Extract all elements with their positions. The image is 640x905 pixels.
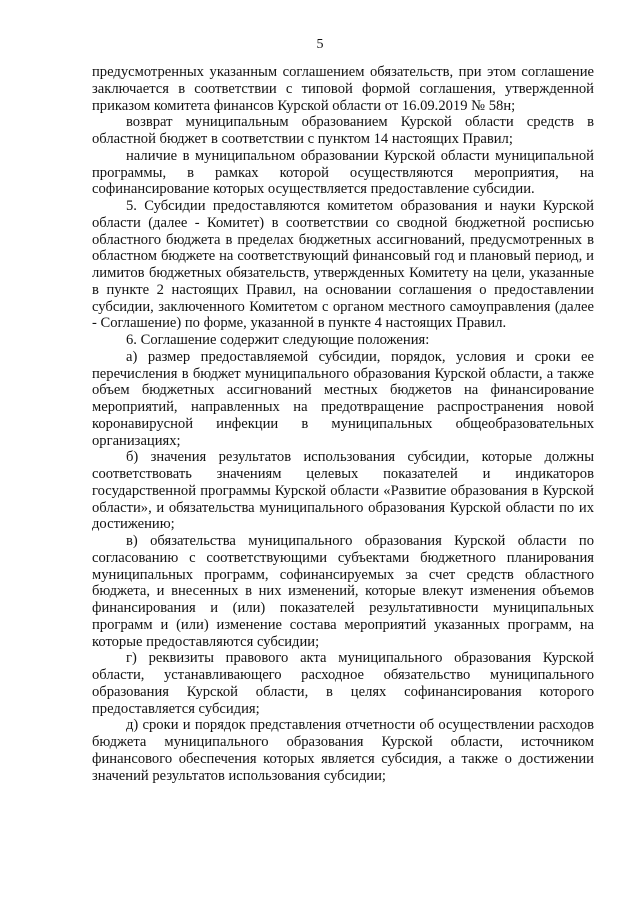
paragraph-item-b: б) значения результатов использования субсидии, которые должны соответствовать значениям целевых показателей и индикаторов государственной программы Курской области «Развитие образования в Курской области», и обязательства муниципального образования Курской области по их достижению; (92, 449, 594, 533)
paragraph-section-5: 5. Субсидии предоставляются комитетом образования и науки Курской области (далее - Комитет) в соответствии со сводной бюджетной росписью областного бюджета в пределах бюджетных ассигнований, предусмотренных в областном бюджете на соответствующий финансовый год и плановый период, и лимитов бюджетных обязательств, утвержденных Комитету на цели, указанные в пункте 2 настоящих Правил, на основании соглашения о предоставлении субсидии, заключенного Комитетом с органом местного самоуправления (далее - Соглашение) по форме, указанной в пункте 4 настоящих Правил. (92, 198, 594, 332)
paragraph-section-6: 6. Соглашение содержит следующие положения: (126, 332, 430, 348)
paragraph-refund-condition: возврат муниципальным образованием Курской области средств в областной бюджет в соответствии с пунктом 14 настоящих Правил; (92, 114, 594, 147)
paragraph-continuation: предусмотренных указанным соглашением обязательств, при этом соглашение заключается в соответствии с типовой формой соглашения, утвержденной приказом комитета финансов Курской области от 16.09.2019 № 58н; (92, 64, 594, 114)
paragraph-program-condition: наличие в муниципальном образовании Курской области муниципальной программы, в рамках которой осуществляются мероприятия, на софинансирование которых осуществляется предоставление субсидии. (92, 147, 594, 198)
page-number: 5 (316, 37, 324, 52)
paragraph-item-g: г) реквизиты правового акта муниципального образования Курской области, устанавливающего расходное обязательство муниципального образования Курской области, в целях софинансирования которого предоставляется субсидия; (92, 650, 594, 717)
document-body (92, 64, 594, 784)
paragraph-item-d: д) сроки и порядок представления отчетности об осуществлении расходов бюджета муниципального образования Курской области, источником финансового обеспечения которых является субсидия, а также о достижении значений результатов использования субсидии; (92, 717, 594, 784)
paragraph-item-a: а) размер предоставляемой субсидии, порядок, условия и сроки ее перечисления в бюджет муниципального образования Курской области, а также объем бюджетных ассигнований местных бюджетов на финансирование мероприятий, направленных на предотвращение распространения новой коронавирусной инфекции в муниципальных общеобразовательных организациях; (92, 348, 594, 449)
paragraph-item-v: в) обязательства муниципального образования Курской области по согласованию с соответствующими субъектами бюджетного планирования муниципальных программ, софинансируемых за счет средств областного бюджета, и внесенных в них изменений, которые влекут изменения объемов финансирования и (или) показателей результативности муниципальных программ и (или) изменение состава мероприятий указанных программ, на которые предоставляются субсидии; (92, 533, 594, 650)
